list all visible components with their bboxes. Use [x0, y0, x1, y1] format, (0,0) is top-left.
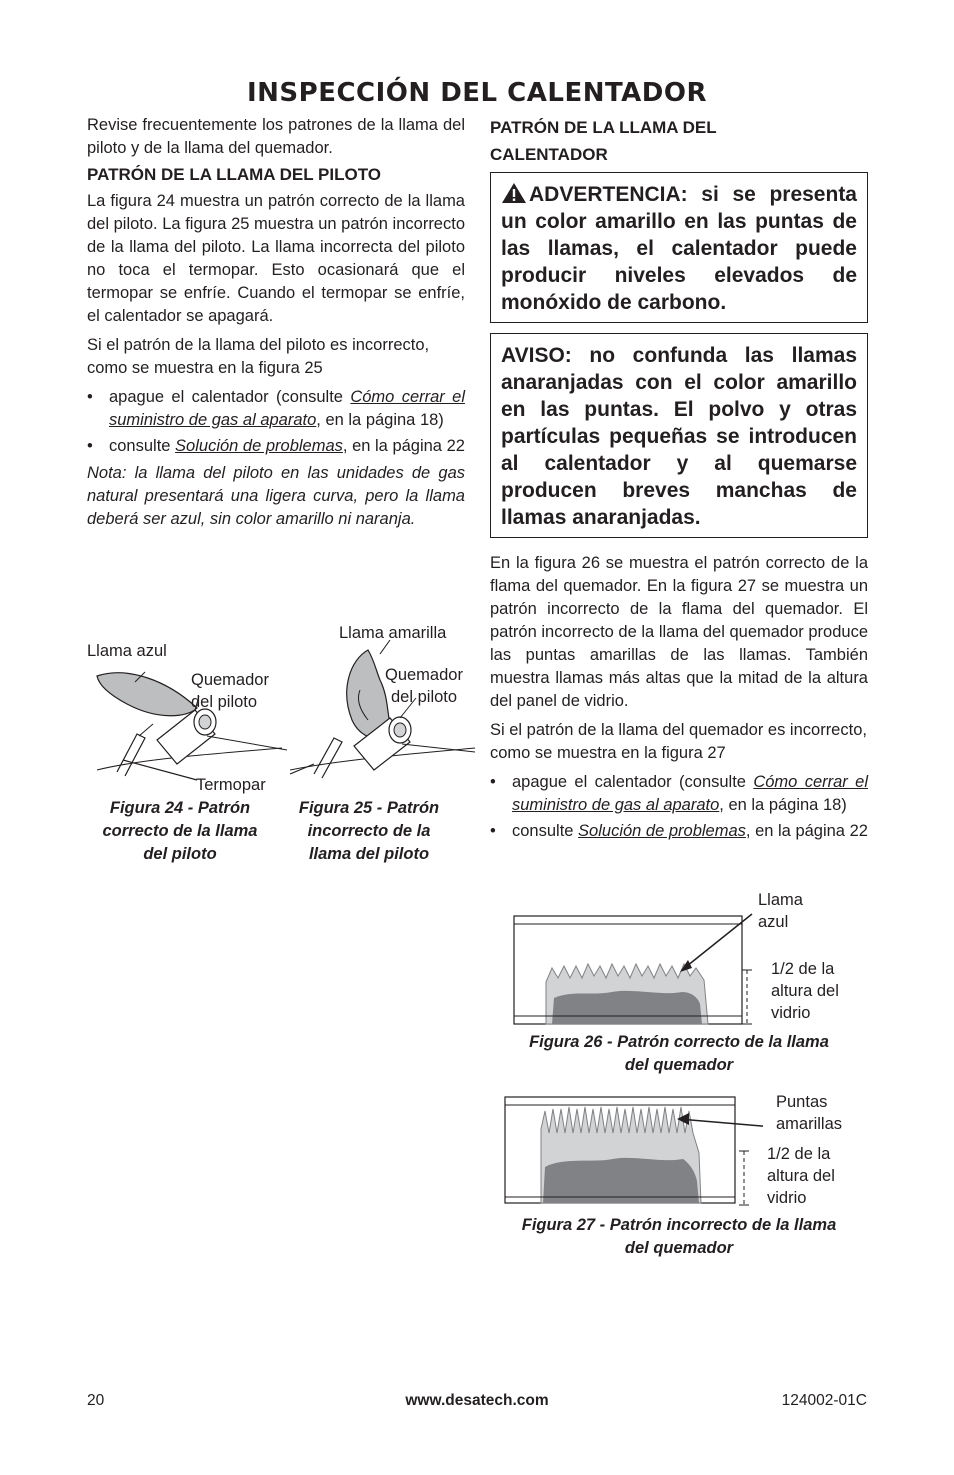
page-title: INSPECCIÓN DEL CALENTADOR: [246, 78, 708, 108]
fig26-label-half-3: vidrio: [771, 1004, 811, 1022]
pilot-action-list: [87, 386, 465, 458]
fig24-label-burner-1: Quemador: [191, 671, 269, 689]
intro-paragraph: Revise frecuentemente los patrones de la llama del piloto y de la llama del quemador.: [87, 116, 465, 157]
warning-box: [490, 172, 868, 323]
burner-action-list: [490, 771, 868, 843]
figure-27-caption: Figura 27 - Patrón incorrecto de la llama del quemador: [521, 1216, 837, 1257]
fig25-label-burner-1: Quemador: [385, 666, 463, 684]
notice-text: AVISO: no confunda las llamas anaranjadas con el color amarillo en las puntas. El polvo y otras partículas pequeñas se introducen al calentador y al quemarse producen breves manchas de llamas anaranjadas.: [501, 344, 857, 529]
figure-25-illustration: [290, 640, 480, 790]
figure-27-illustration: [503, 1093, 763, 1211]
fig27-label-half-2: altura del: [767, 1167, 835, 1185]
list-item: • consulte Solución de problemas, en la página 22: [87, 435, 465, 458]
fig25-label-flame: Llama amarilla: [339, 624, 447, 642]
footer-url[interactable]: www.desatech.com: [405, 1392, 549, 1409]
figure-26-caption: Figura 26 - Patrón correcto de la llama del quemador: [529, 1033, 829, 1074]
list-item: • apague el calentador (consulte Cómo cerrar el suministro de gas al aparato, en la página 18): [490, 771, 868, 817]
left-column: [87, 114, 465, 537]
fig25-label-burner-2: del piloto: [391, 688, 458, 706]
pilot-paragraph-2: Si el patrón de la llama del piloto es incorrecto, como se muestra en la figura 25: [87, 336, 430, 377]
fig26-label-half-2: altura del: [771, 982, 839, 1000]
right-column: [490, 114, 868, 847]
link-troubleshooting[interactable]: Solución de problemas: [578, 822, 746, 840]
link-shutoff-gas[interactable]: Cómo cerrar el suministro de gas al aparato: [109, 388, 465, 429]
burner-paragraph-2: Si el patrón de la llama del quemador es incorrecto, como se muestra en la figura 27: [490, 721, 867, 762]
fig27-label-tips-2: amarillas: [776, 1115, 843, 1133]
fig27-label-half-1: 1/2 de la: [767, 1145, 831, 1163]
burner-flame-heading: PATRÓN DE LA LLAMA DEL CALENTADOR: [490, 118, 717, 164]
fig27-label-tips-1: Puntas: [776, 1093, 828, 1111]
fig26-label-flame-2: azul: [758, 913, 789, 931]
link-troubleshooting[interactable]: Solución de problemas: [175, 437, 343, 455]
page-number: 20: [87, 1392, 105, 1409]
burner-paragraph-1: En la figura 26 se muestra el patrón correcto de la flama del quemador. En la figura 27 se muestra un patrón incorrecto de la flama del quemador. El patrón incorrecto de la llama del quemador produce las puntas amarillas de las llamas. También muestra llamas más altas que la mitad de la altura del panel de vidrio.: [490, 554, 868, 710]
fig24-label-thermo: Termopar: [196, 776, 266, 794]
fig27-label-half-3: vidrio: [767, 1189, 807, 1207]
fig26-label-flame-1: Llama: [758, 891, 803, 909]
list-item: • apague el calentador (consulte Cómo cerrar el suministro de gas al aparato, en la página 18): [87, 386, 465, 432]
link-shutoff-gas[interactable]: Cómo cerrar el suministro de gas al aparato: [512, 773, 868, 814]
figure-26-illustration: [512, 912, 772, 1030]
warning-text: ADVERTENCIA: si se presenta un color amarillo en las puntas de las llamas, el calentador puede producir niveles elevados de monóxido de carbono.: [501, 183, 857, 314]
pilot-flame-heading: PATRÓN DE LA LLAMA DEL PILOTO: [87, 165, 382, 184]
pilot-paragraph-1: La figura 24 muestra un patrón correcto de la llama del piloto. La figura 25 muestra un patrón incorrecto de la llama del piloto. La llama incorrecta del piloto no toca el termopar. Esto ocasionará que el termopar se enfríe. Cuando el termopar se enfríe, el calentador se apagará.: [87, 192, 465, 325]
pilot-note: Nota: la llama del piloto en las unidades de gas natural presentará una ligera curva, pero la llama deberá ser azul, sin color amarillo ni naranja.: [87, 464, 465, 528]
warning-triangle-icon: [501, 182, 527, 204]
notice-box: [490, 333, 868, 538]
fig24-label-flame: Llama azul: [87, 642, 167, 660]
fig26-label-half-1: 1/2 de la: [771, 960, 835, 978]
fig24-label-burner-2: del piloto: [191, 693, 258, 711]
document-code: 124002-01C: [781, 1392, 867, 1409]
figure-24-caption: Figura 24 - Patrón correcto de la llama del piloto: [102, 799, 258, 863]
list-item: • consulte Solución de problemas, en la página 22: [490, 820, 868, 843]
figure-25-caption: Figura 25 - Patrón incorrecto de la llama del piloto: [298, 799, 440, 863]
figure-24-illustration: [87, 640, 287, 790]
